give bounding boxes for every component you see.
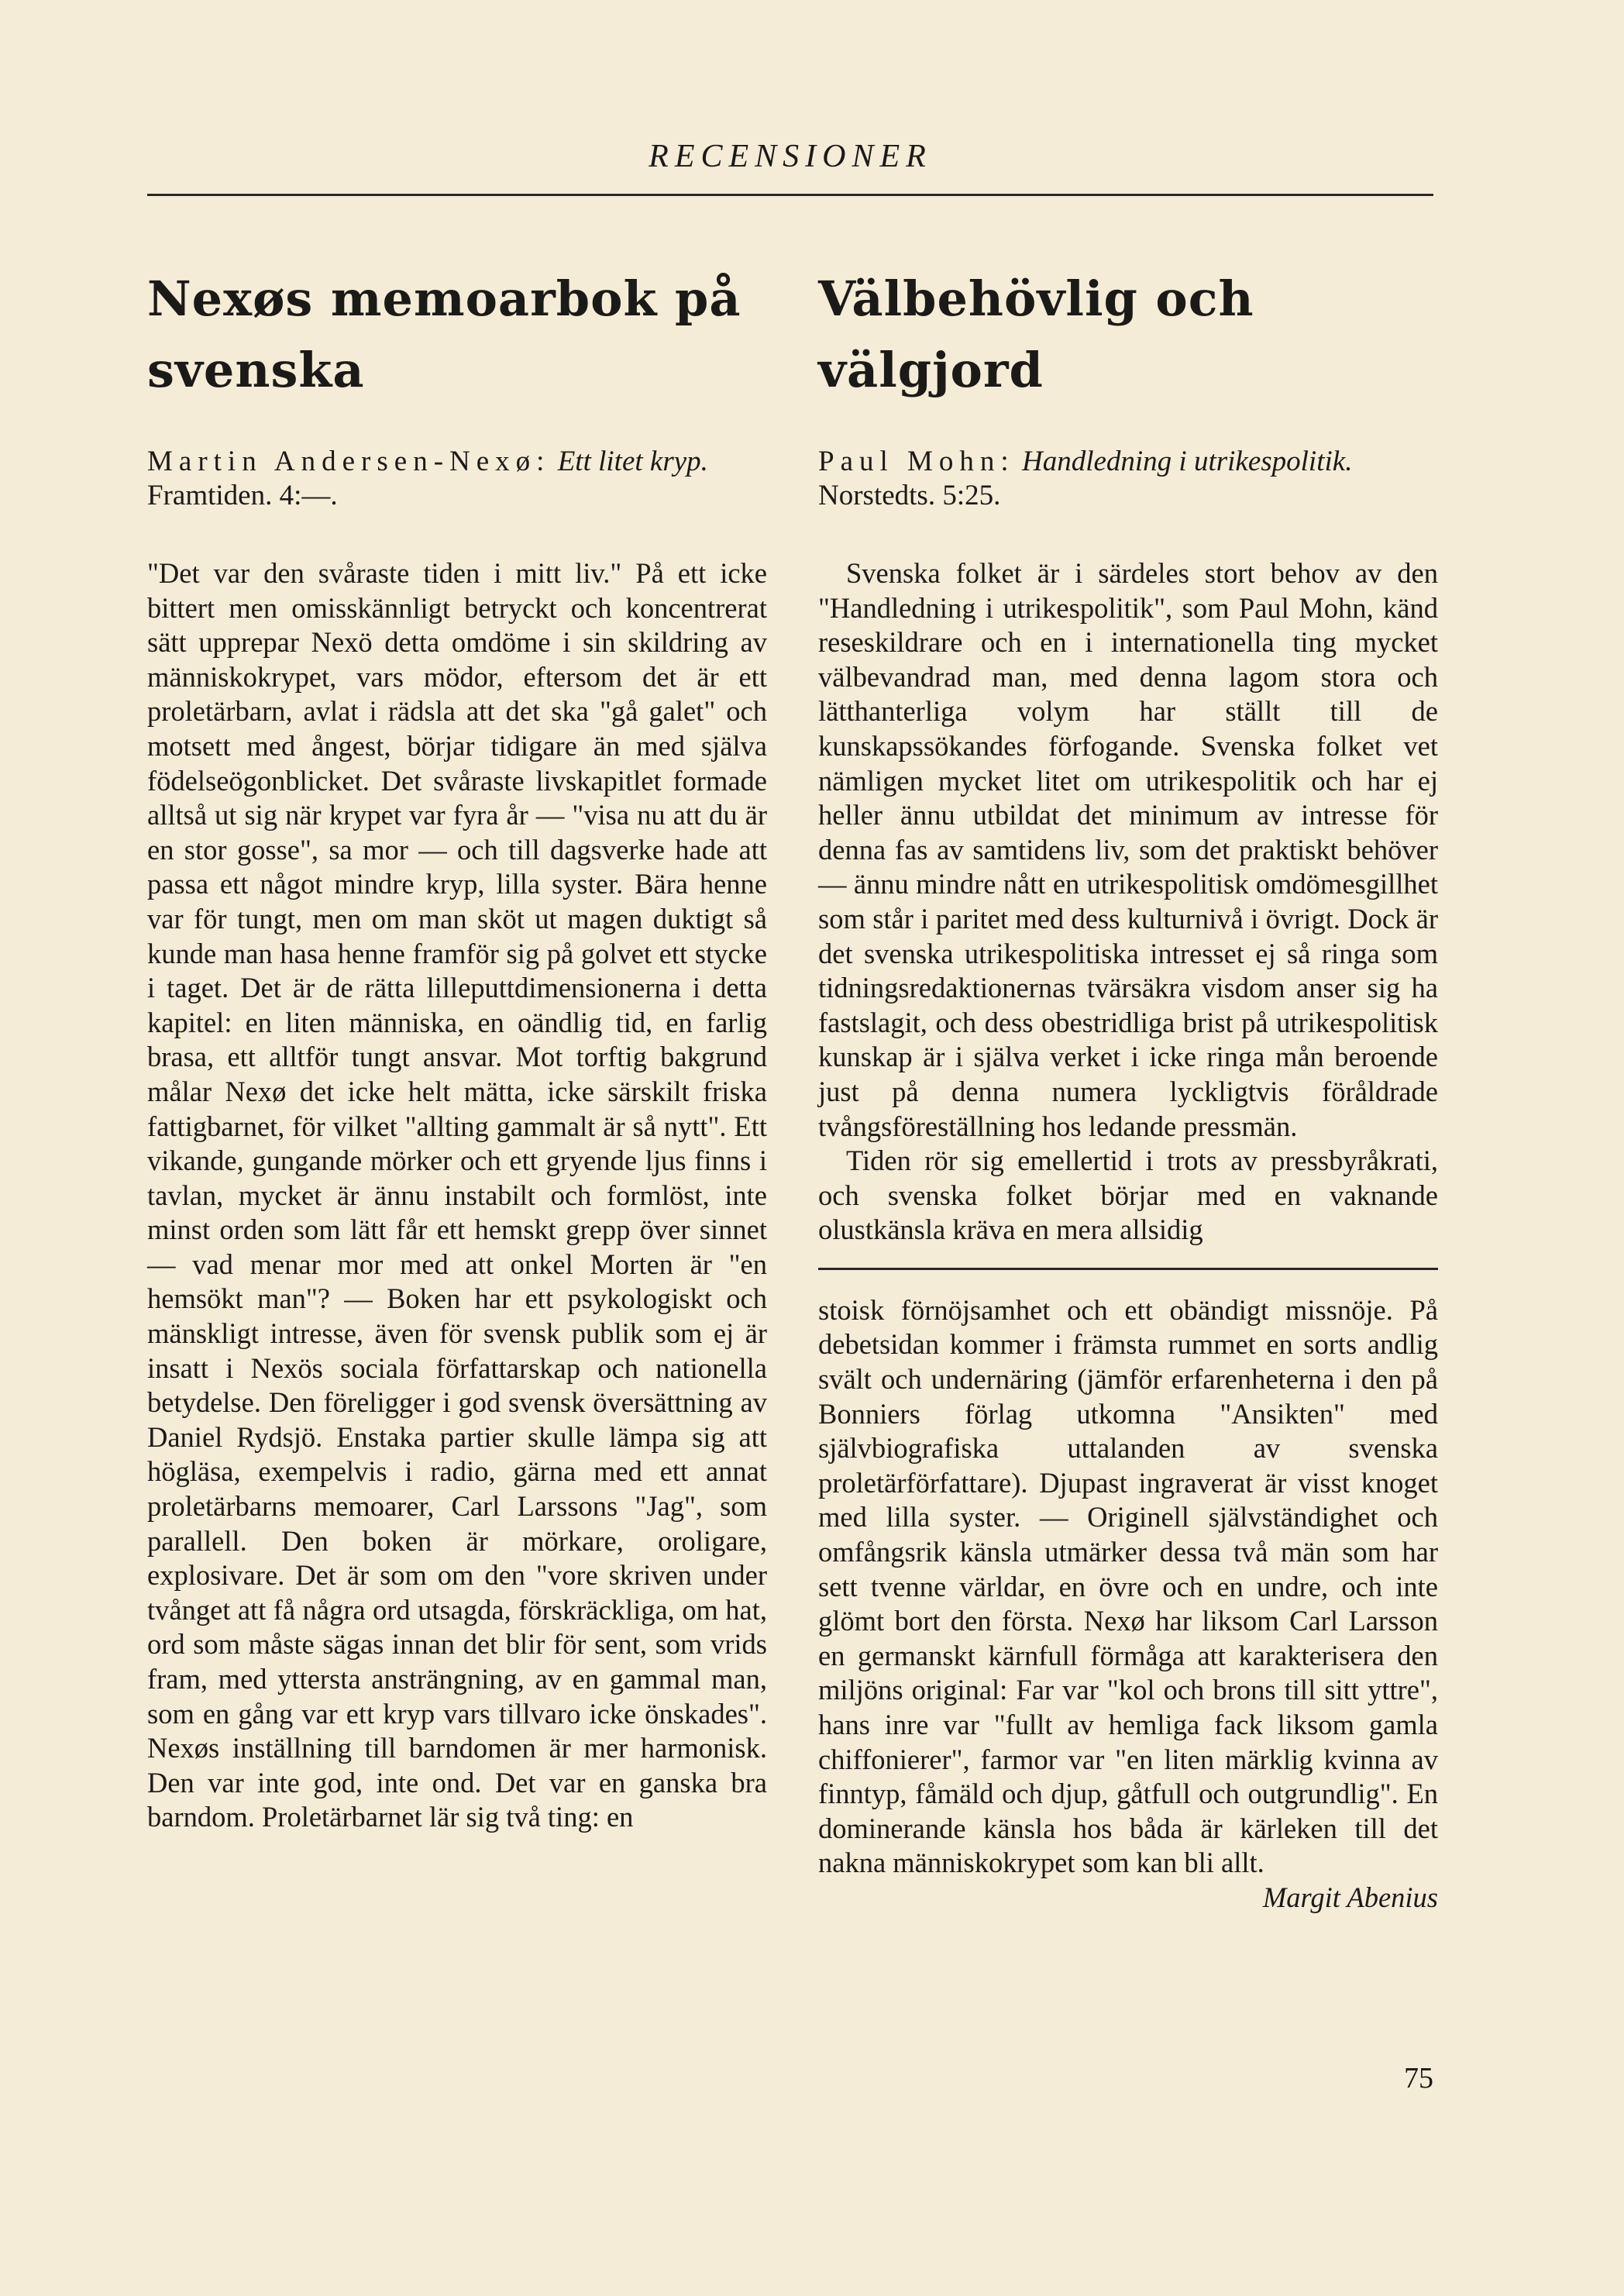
review-body-nexo — [147, 556, 767, 1835]
body-paragraph: Tiden rör sig emellertid i trots av pressbyråkrati, och svenska folket börjar med en vaknande olustkänsla kräva en mera allsidig — [818, 1145, 1438, 1246]
citation-nexo — [147, 445, 767, 535]
header-rule — [147, 194, 1433, 196]
right-column — [818, 263, 1438, 1916]
citation-publisher: Framtiden. 4:—. — [147, 480, 338, 511]
body-paragraph: Svenska folket är i särdeles stort behov av den "Handledning i utrikespolitik", som Paul Mohn, känd reseskildrare och en i internationella ting mycket välbevandrad man, med denna lagom stora och lätthanterliga volym har ställt till de kunskapssökandes förfogande. Svenska folket vet nämligen mycket litet om utrikespolitik och har ej heller ännu utbildat det minimum av intresse för denna fas av samtidens liv, som det praktiskt behöver — ännu mindre nått en utrikespolitisk omdömesgillhet som står i paritet med dess kulturnivå i övrigt. Dock är det svenska utrikespolitiska intresset ej så ringa som tidningsredaktionernas tvärsäkra visdom anser sig ha fastslagit, och dess obestridliga brist på utrikespolitisk kunskap är i själva verket i icke ringa mån beroende just på denna numera lyckligtvis föråldrade tvångsföreställning hos ledande pressmän. — [818, 557, 1438, 1142]
review-body-mohn — [818, 556, 1438, 1916]
body-paragraph: "Det var den svåraste tiden i mitt liv." På ett icke bittert men omisskännligt betryckt och koncentrerat sätt upprepar Nexö detta omdöme i sin skildring av människokrypet, vars mödor, eftersom det är ett proletärbarn, avlat i rädsla att det ska "gå galet" och motsett med ångest, börjar tidigare än med själva födelseögonblicket. Det svåraste livskapitlet formade alltså ut sig när krypet var fyra år — "visa nu att du är en stor gosse", sa mor — och till dagsverke hade att passa ett något mindre kryp, lilla syster. Bära henne var för tungt, men om man sköt ut magen duktigt så kunde man hasa henne framför sig på golvet ett stycke i taget. Det är de rätta lilleputtdimensionerna i detta kapitel: en liten människa, en oändlig tid, en farlig brasa, ett alltför tungt ansvar. Mot torftig bakgrund målar Nexø det icke helt mätta, icke särskilt friska fattigbarnet, för vilket "allting gammalt är så nytt". Ett vikande, gungande mörker och ett gryende ljus finns i tavlan, mycket är ännu instabilt och formlöst, inte minst orden som lätt får ett hemskt grepp över sinnet — vad menar mor med att onkel Morten är "en hemsökt man"? — Boken har ett psykologiskt och mänskligt intresse, även för svensk publik som ej är insatt i Nexös sociala författarskap och nationella betydelse. Den föreligger i god svensk översättning av Daniel Rydsjö. Enstaka partier skulle lämpa sig att högläsa, exempelvis i radio, gärna med ett annat proletärbarns memoarer, Carl Larssons "Jag", som parallell. Den boken är mörkare, oroligare, explosivare. Det är som om den "vore skriven under tvånget att få några ord utsagda, förskräckliga, om hat, ord som måste sägas innan det blir för sent, som vrids fram, med yttersta ansträngning, av en gammal man, som en gång var ett kryp vars tillvaro icke önskades". Nexøs inställning till barndomen är mer harmonisk. Den var inte god, inte ond. Det var en ganska bra barndom. Proletärbarnet lär sig två ting: en — [147, 557, 767, 1833]
citation-publisher: Norstedts. 5:25. — [818, 480, 1001, 511]
citation-book-title: Ett litet kryp. — [557, 446, 708, 477]
citation-author: Paul Mohn: — [818, 446, 1015, 477]
running-head: RECENSIONER — [649, 139, 932, 174]
citation-author: Martin Andersen-Nexø: — [147, 446, 551, 477]
citation-book-title: Handledning i utrikespolitik. — [1021, 446, 1353, 477]
citation-mohn — [818, 445, 1438, 535]
page-number: 75 — [1404, 2062, 1433, 2095]
review-title-mohn: Välbehövlig och välgjord — [818, 270, 1254, 398]
review-signature: Margit Abenius — [1262, 1881, 1438, 1913]
signature-line — [818, 1881, 1438, 1916]
column-divider-rule — [818, 1268, 1438, 1270]
continuation-paragraph: stoisk förnöjsamhet och ett obändigt missnöje. På debetsidan kommer i främsta rummet en sorts andlig svält och undernäring (jämför erfarenheterna i den på Bonniers förlag utkomna "Ansikten" med självbiografiska uttalanden av svenska proletärförfattare). Djupast ingraverat är visst knoget med lilla syster. — Originell självständighet och omfångsrik känsla utmärker dessa två män som har sett tvenne världar, en övre och en undre, och inte glömt bort den första. Nexø har liksom Carl Larsson en germanskt kärnfull förmåga att karakterisera den miljöns original: Far var "kol och brons till sitt yttre", hans inre var "fullt av hemliga fack liksom gamla chiffonierer", farmor var "en liten märklig kvinna av finntyp, fåmäld och djup, gåtfull och outgrundlig". En dominerande känsla hos båda är kärleken till det nakna människokrypet som kan bli allt. — [818, 1293, 1438, 1879]
left-column — [147, 263, 767, 1835]
review-title-nexo: Nexøs memoarbok på svenska — [147, 270, 741, 398]
